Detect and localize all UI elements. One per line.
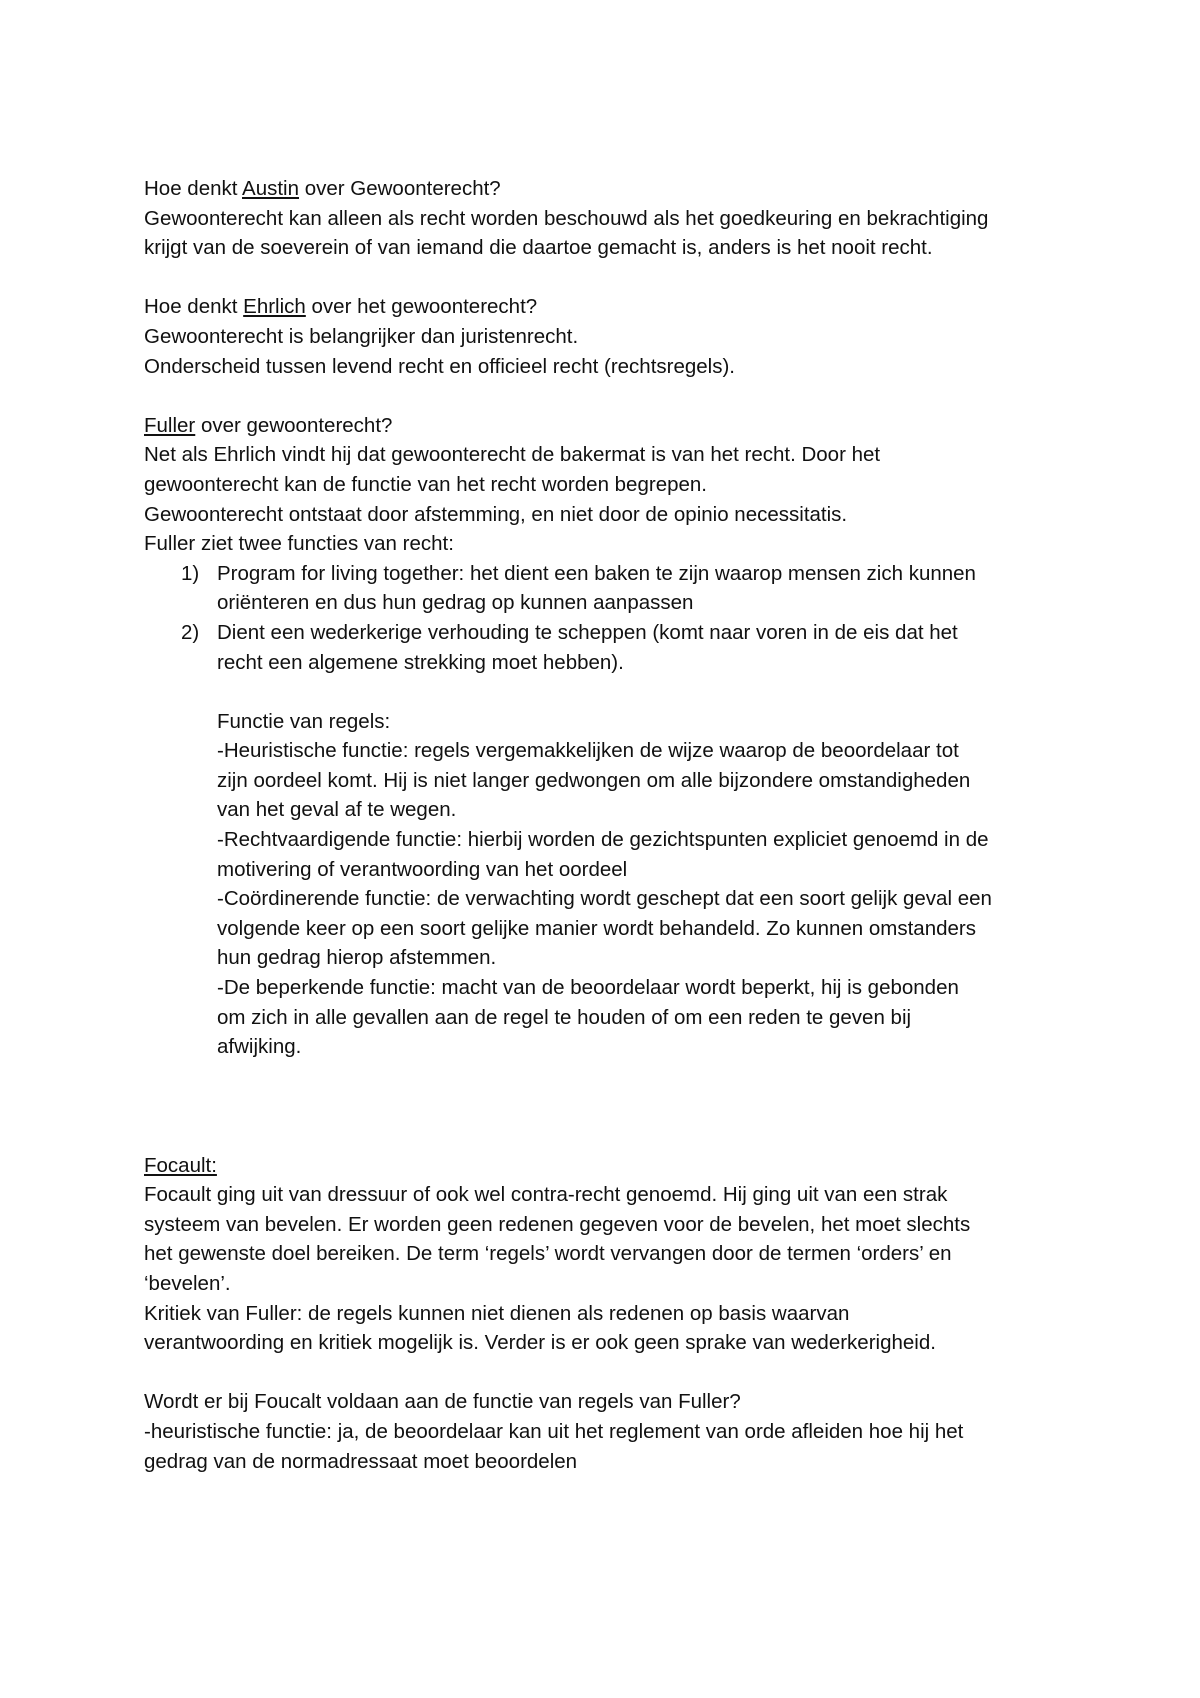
paragraph-line: Onderscheid tussen levend recht en officieel recht (rechtsregels). [144, 354, 736, 378]
list-item-continuation: oriënteren en dus hun gedrag op kunnen aanpassen [217, 591, 694, 615]
functie-line: afwijking. [217, 1035, 302, 1059]
ehrlich-name: Ehrlich [243, 295, 306, 319]
list-number: 1) [181, 561, 200, 585]
paragraph-line: Focault ging uit van dressuur of ook wel contra-recht genoemd. Hij ging uit van een strak [144, 1183, 948, 1207]
paragraph-line: Net als Ehrlich vindt hij dat gewoonterecht de bakermat is van het recht. Door het [144, 443, 881, 467]
question-suffix: over het gewoonterecht? [305, 295, 538, 319]
paragraph-line: krijgt van de soeverein of van iemand die daartoe gemacht is, anders is het nooit recht. [144, 236, 933, 260]
fuller-name: Fuller [144, 413, 196, 437]
paragraph-line: gewoonterecht kan de functie van het recht worden begrepen. [144, 472, 707, 496]
focault-heading: Focault: [144, 1153, 217, 1177]
question-prefix: Hoe denkt [144, 177, 243, 200]
austin-name: Austin [242, 177, 299, 200]
functie-line: van het geval af te wegen. [217, 798, 457, 822]
paragraph-line: -heuristische functie: ja, de beoordelaar kan uit het reglement van orde afleiden hoe hij het [144, 1419, 964, 1443]
functie-line: hun gedrag hierop afstemmen. [217, 946, 497, 970]
functie-line: -Heuristische functie: regels vergemakkelijken de wijze waarop de beoordelaar tot [217, 739, 959, 763]
list-item [144, 559, 1084, 589]
list-item-continuation: recht een algemene strekking moet hebben). [217, 650, 624, 674]
document-body [144, 174, 1084, 1476]
paragraph-line: Gewoonterecht kan alleen als recht worden beschouwd als het goedkeuring en bekrachtiging [144, 206, 989, 230]
paragraph-line: gedrag van de normadressaat moet beoordelen [144, 1449, 578, 1473]
functie-line: -Coördinerende functie: de verwachting wordt geschept dat een soort gelijk geval een [217, 887, 992, 911]
functie-line: om zich in alle gevallen aan de regel te houden of om een reden te geven bij [217, 1005, 912, 1029]
paragraph-line: ‘bevelen’. [144, 1271, 231, 1295]
functie-title: Functie van regels: [217, 709, 391, 733]
question-suffix: over gewoonterecht? [195, 413, 393, 437]
list-item [144, 618, 1084, 648]
list-item-text: Dient een wederkerige verhouding te scheppen (komt naar voren in de eis dat het [217, 620, 958, 644]
functie-line: zijn oordeel komt. Hij is niet langer gedwongen om alle bijzondere omstandigheden [217, 768, 971, 792]
paragraph-line: verantwoording en kritiek mogelijk is. Verder is er ook geen sprake van wederkerigheid. [144, 1331, 936, 1355]
functie-line: volgende keer op een soort gelijke manier wordt behandeld. Zo kunnen omstanders [217, 916, 976, 940]
austin-question [144, 174, 1084, 204]
ehrlich-question [144, 292, 1084, 322]
paragraph-line: systeem van bevelen. Er worden geen redenen gegeven voor de bevelen, het moet slechts [144, 1212, 971, 1236]
functie-line: motivering of verantwoording van het oordeel [217, 857, 628, 881]
list-item-text: Program for living together: het dient een baken te zijn waarop mensen zich kunnen [217, 561, 976, 585]
paragraph-line: Kritiek van Fuller: de regels kunnen niet dienen als redenen op basis waarvan [144, 1301, 850, 1325]
paragraph-line: Gewoonterecht ontstaat door afstemming, en niet door de opinio necessitatis. [144, 502, 848, 526]
fuller-question [144, 411, 1084, 441]
question-suffix: over Gewoonterecht? [299, 177, 501, 200]
list-number: 2) [181, 620, 200, 644]
paragraph-line: het gewenste doel bereiken. De term ‘regels’ wordt vervangen door de termen ‘orders’ en [144, 1242, 952, 1266]
paragraph-line: Fuller ziet twee functies van recht: [144, 532, 454, 556]
question-prefix: Hoe denkt [144, 295, 244, 319]
functie-line: -Rechtvaardigende functie: hierbij worden de gezichtspunten expliciet genoemd in de [217, 828, 989, 852]
functie-line: -De beperkende functie: macht van de beoordelaar wordt beperkt, hij is gebonden [217, 976, 959, 1000]
paragraph-line: Gewoonterecht is belangrijker dan juristenrecht. [144, 324, 579, 348]
foucalt-fuller-question: Wordt er bij Foucalt voldaan aan de functie van regels van Fuller? [144, 1390, 741, 1414]
